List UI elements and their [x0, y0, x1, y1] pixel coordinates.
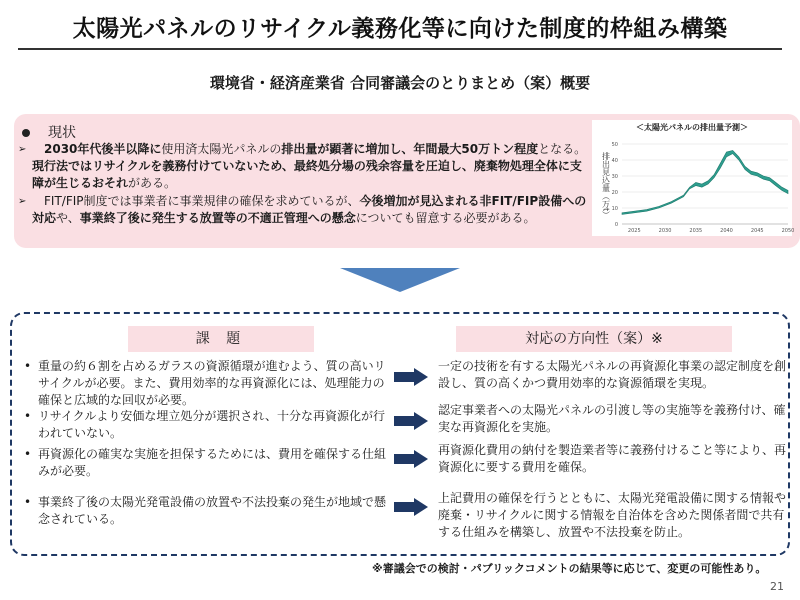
- down-arrow-icon: [340, 268, 460, 292]
- issue-text: 再資源化の確実な実施を担保するためには、費用を確保する仕組みが必要。: [38, 447, 387, 478]
- issue-item-4: [24, 494, 394, 528]
- y-tick-label: 30: [611, 174, 618, 180]
- status-text-segment: FIT/FIP制度では事業者に事業規律の確保を求めているが、: [32, 194, 360, 208]
- response-item-4: 上記費用の確保を行うとともに、太陽光発電設備に関する情報や廃棄・リサイクルに関する情報を自治体を含めた関係者間で共有する仕組みを構築し、放置や不法投棄を防止。: [438, 491, 787, 539]
- response-item-3: 再資源化費用の納付を製造業者等に義務付けること等により、再資源化に要する費用を確保。: [438, 443, 787, 474]
- status-text-segment: がある。: [128, 176, 177, 190]
- bullet-icon: •: [24, 359, 32, 373]
- status-paragraph-text: [18, 141, 588, 192]
- chart-title: ＜太陽光パネルの排出量予測＞: [636, 123, 748, 132]
- y-tick-label: 0: [614, 222, 618, 228]
- chart-plot: [592, 120, 795, 236]
- status-paragraph-1: [18, 141, 588, 192]
- bullet-dot-icon: [22, 129, 30, 137]
- status-text-segment: や、: [56, 211, 80, 225]
- right-arrow-icon: [394, 450, 428, 468]
- issue-item-1: [24, 358, 394, 409]
- y-axis-label: 排出見込量（万t）: [601, 152, 611, 220]
- issue-text: 重量の約６割を占めるガラスの資源循環が進むよう、質の高いリサイクルが必要。また、費用効率的な再資源化には、処理能力の確保と広域的な回収が必要。: [38, 359, 386, 407]
- page-title: 太陽光パネルのリサイクル義務化等に向けた制度的枠組み構築: [72, 16, 728, 42]
- status-paragraph-2: [18, 193, 588, 227]
- responses-header: 対応の方向性（案）※: [456, 326, 732, 352]
- page-subtitle: 環境省・経済産業省 合同審議会のとりまとめ（案）概要: [209, 74, 591, 92]
- issues-header: 課 題: [128, 326, 314, 352]
- status-text-segment: 事業終了後に発生する放置等の不適正管理への懸念: [79, 211, 356, 225]
- status-text-segment: 2030年代後半以降に: [32, 142, 162, 156]
- y-tick-label: 50: [611, 142, 618, 148]
- status-text-segment: 排出量が顕著に増加し、年間最大50万トン程度: [281, 142, 539, 156]
- y-tick-label: 40: [611, 158, 618, 164]
- status-text-segment: 現行法ではリサイクルを義務付けていないため、最終処分場の残余容量を圧迫し、廃棄物処理全体に支障が生じるおそれ: [32, 159, 582, 190]
- status-heading-label: 現状: [48, 125, 76, 141]
- status-text-segment: 今後増加が見込まれる非FIT/FIP設備への対応: [32, 194, 587, 225]
- response-item-1: 一定の技術を有する太陽光パネルの再資源化事業の認定制度を創設し、質の高くかつ費用効率的な資源循環を実現。: [438, 359, 787, 390]
- bullet-icon: •: [24, 447, 32, 461]
- response-item-2: 認定事業者への太陽光パネルの引渡し等の実施等を義務付け、確実な再資源化を実施。: [438, 403, 786, 434]
- y-tick-label: 10: [611, 206, 618, 212]
- x-tick-label: 2035: [689, 228, 703, 234]
- status-paragraph-text: [18, 193, 588, 227]
- status-text-segment: となる。: [538, 142, 587, 156]
- right-arrow-icon: [394, 498, 428, 516]
- title-divider: [18, 48, 782, 50]
- status-text-segment: についても留意する必要がある。: [355, 211, 536, 225]
- issue-text: リサイクルより安価な埋立処分が選択され、十分な再資源化が行われていない。: [38, 409, 386, 440]
- status-text-segment: 使用済太陽光パネルの: [161, 142, 282, 156]
- emission-forecast-chart: [592, 120, 795, 236]
- arrow-marker-icon: ➢: [18, 196, 27, 207]
- issue-item-3: [24, 446, 394, 480]
- right-arrow-icon: [394, 412, 428, 430]
- x-tick-label: 2025: [627, 228, 641, 234]
- x-tick-label: 2045: [750, 228, 764, 234]
- bullet-icon: •: [24, 495, 32, 509]
- y-tick-label: 20: [611, 190, 618, 196]
- x-tick-label: 2030: [658, 228, 672, 234]
- issue-item-2: [24, 408, 394, 442]
- right-arrow-icon: [394, 368, 428, 386]
- page-number: 21: [770, 580, 784, 593]
- bullet-icon: •: [24, 409, 32, 423]
- status-heading: [22, 122, 76, 142]
- footnote: ※審議会での検討・パブリックコメントの結果等に応じて、変更の可能性あり。: [372, 562, 767, 575]
- arrow-marker-icon: ➢: [18, 144, 27, 155]
- x-tick-label: 2050: [781, 228, 795, 234]
- x-tick-label: 2040: [720, 228, 733, 234]
- issue-text: 事業終了後の太陽光発電設備の放置や不法投棄の発生が地域で懸念されている。: [38, 495, 387, 526]
